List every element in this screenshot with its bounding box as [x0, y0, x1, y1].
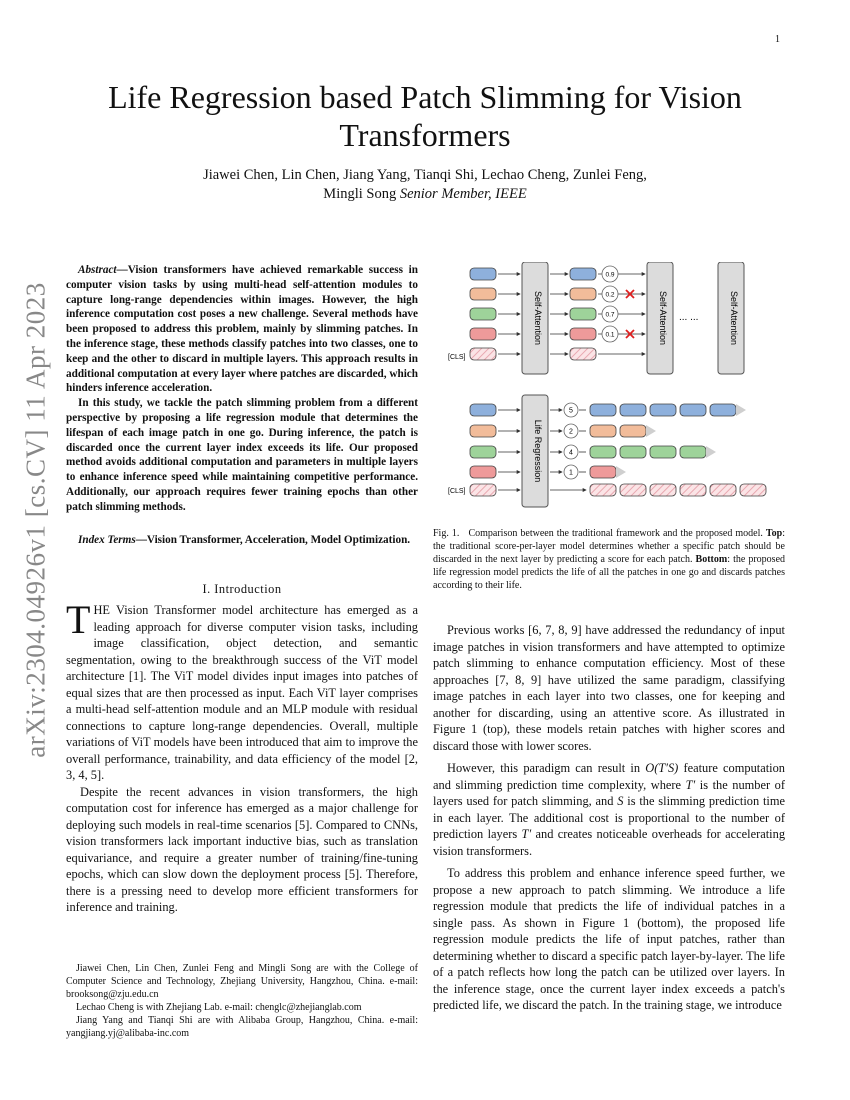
- chain-end-arrow: [646, 425, 656, 437]
- bottom-cls-patch: [470, 484, 496, 496]
- footnote-1: Jiawei Chen, Lin Chen, Zunlei Feng and Mingli Song are with the College of Computer Science and Technology, Zhejiang University, Hangzhou, China. e-mail: brooksong@zju.edu.cn: [66, 963, 418, 1000]
- right-paragraph-1: Previous works [6, 7, 8, 9] have addressed the redundancy of input image patches in vision transformers and have attempted to optimize patch slimming to enhance computation efficiency. Most of these approaches [7, 8, 9] have utilized the same paradigm, classifying image patches in each layer into two classes, one for keeping and another for discarding, using an attentive score. As illustrated in Figure 1 (top), these models retain patches with higher scores and discard those with lower scores.: [433, 623, 785, 753]
- intro-paragraph-2: Despite the recent advances in vision transformers, the high computation cost for inference has emerged as a major challenge for deploying such models in real-time scenarios [5]. Compared to CNNs, vision transformers lack important inductive bias, such as translation equivariance, and require a greater number of training/fine-tuning epochs, which can slow down the deployment process [5]. Therefore, there is a pressing need to develop more efficient transformers for inference and training.: [66, 784, 418, 914]
- top-output-patch: [570, 348, 596, 360]
- footnotes: [66, 962, 418, 1040]
- arxiv-stamp: [8, 270, 64, 770]
- chain-end-arrow: [616, 466, 626, 478]
- bottom-input-patch: [470, 404, 496, 416]
- caption-intro: Comparison between the traditional framework and the proposed model.: [468, 528, 763, 539]
- caption-top-text: : the traditional score-per-layer model determines whether a specific patch should be discarded in the next layer by predicting a score for each patch.: [433, 528, 786, 565]
- figure-1: [440, 262, 790, 512]
- right-column-body: [433, 622, 785, 1020]
- author-role: Senior Member, IEEE: [399, 186, 527, 202]
- life-chain-patch: [590, 466, 616, 478]
- footnote-2: Lechao Cheng is with Zhejiang Lab. e-mail: chenglc@zhejianglab.com: [76, 1002, 362, 1013]
- life-value: 1: [569, 469, 573, 477]
- page-number: 1: [775, 34, 780, 45]
- cls-label-top: [CLS]: [448, 354, 466, 361]
- top-input-patch: [470, 268, 496, 280]
- authors-line-1: Jiawei Chen, Lin Chen, Jiang Yang, Tianqi Shi, Lechao Cheng, Zunlei Feng,: [203, 167, 647, 183]
- top-output-patch: [570, 308, 596, 320]
- cls-chain-patch: [620, 484, 646, 496]
- rp2-e: and creates noticeable overheads for accelerating vision transformers.: [433, 827, 786, 858]
- life-chain-patch: [650, 446, 676, 458]
- cls-chain-patch: [710, 484, 736, 496]
- authors-line-2: [60, 185, 790, 204]
- self-attention-label-2: Self-Attention: [658, 290, 668, 346]
- life-chain-patch: [590, 425, 616, 437]
- rp2-b: feature computation and slimming prediction time complexity, where: [433, 761, 785, 792]
- score-value: 0.1: [605, 331, 615, 339]
- drop-cap: T: [66, 597, 91, 642]
- arxiv-id: arXiv:2304.04926v1 [cs.CV] 11 Apr 2023: [20, 282, 51, 758]
- intro-paragraph-1: [66, 597, 418, 784]
- chain-end-arrow: [706, 446, 716, 458]
- right-paragraph-2: [433, 760, 785, 859]
- math-complexity: O(T′S): [645, 761, 679, 775]
- figure-caption: [433, 527, 785, 592]
- right-paragraph-3: To address this problem and enhance inference speed further, we propose a new approach to patch slimming. We introduce a life regression module that predicts the life of individual patches in a single pass. As shown in Figure 1 (bottom), the proposed life regression module predicts the life of input patches, rather than determining whether to discard a specific patch layer-by-layer. The life of a patch reflects how long the patch can be utilized over layers. In the inference stage, once the current layer index exceeds a patch's predicted life, we discard the patch. In the training stage, we introduce: [433, 866, 785, 1012]
- score-value: 0.7: [605, 311, 615, 319]
- self-attention-label-1: Self-Attention: [533, 290, 543, 346]
- abstract-text-1: —Vision transformers have achieved remarkable success in computer vision tasks by using multi-head self-attention modules to capture long-range dependencies within images. However, the high inference computation cost poses a new challenge. Several methods have been proposed to address this problem, mainly by slimming patches. In the inference stage, these methods classify patches into two classes, one to keep and the other to discard in multiple layers. This approach results in additional computation at every layer where patches are discarded, which hinders inference acceleration.: [66, 264, 418, 395]
- caption-bottom-text: : the proposed life regression model predicts the life of all the patches in one go and discards patches according to their life.: [433, 554, 786, 591]
- math-s: S: [617, 794, 624, 808]
- footnote-3: Jiang Yang and Tianqi Shi are with Alibaba Group, Hangzhou, China. e-mail: yangjiang.yj@alibaba-inc.com: [66, 1015, 418, 1039]
- rp2-a: However, this paradigm can result in: [447, 761, 646, 775]
- bottom-input-patch: [470, 425, 496, 437]
- life-chain-patch: [590, 446, 616, 458]
- abstract-paragraph-1: [66, 263, 418, 396]
- cls-chain-patch: [590, 484, 616, 496]
- life-chain-patch: [620, 446, 646, 458]
- self-attention-label-3: Self-Attention: [729, 290, 739, 346]
- author-list: [60, 166, 790, 204]
- score-value: 0.2: [605, 291, 615, 299]
- bottom-input-patch: [470, 446, 496, 458]
- life-regression-label: Life Regression: [533, 419, 543, 483]
- top-cls-patch: [470, 348, 496, 360]
- life-value: 5: [569, 407, 573, 415]
- math-t-prime: T′: [685, 777, 696, 792]
- life-chain-patch: [680, 404, 706, 416]
- cls-chain-patch: [650, 484, 676, 496]
- ellipsis: ... ...: [679, 312, 699, 323]
- life-value: 2: [569, 428, 573, 436]
- cls-chain-patch: [740, 484, 766, 496]
- index-terms: [66, 533, 418, 548]
- life-value: 4: [569, 449, 573, 457]
- abstract: [66, 263, 418, 515]
- caption-bottom-label: Bottom: [695, 554, 728, 565]
- introduction-body: [66, 597, 418, 916]
- abstract-label: Abstract: [78, 264, 117, 276]
- life-chain-patch: [620, 425, 646, 437]
- math-t-prime-2: T′: [521, 827, 532, 841]
- life-chain-patch: [710, 404, 736, 416]
- paper-title: Life Regression based Patch Slimming for Vision Transformers: [108, 79, 742, 153]
- top-output-patch: [570, 328, 596, 340]
- top-input-patch: [470, 328, 496, 340]
- life-chain-patch: [590, 404, 616, 416]
- index-terms-text: —Vision Transformer, Acceleration, Model Optimization.: [135, 534, 411, 546]
- top-panel: [448, 262, 744, 374]
- top-output-patch: [570, 288, 596, 300]
- life-chain-patch: [620, 404, 646, 416]
- index-terms-label: Index Terms: [78, 534, 136, 546]
- life-chain-patch: [680, 446, 706, 458]
- cls-chain-patch: [680, 484, 706, 496]
- chain-end-arrow: [736, 404, 746, 416]
- section-heading: I. Introduction: [202, 582, 282, 596]
- author-name: Mingli Song: [323, 186, 397, 202]
- abstract-paragraph-2: In this study, we tackle the patch slimming problem from a different perspective by proposing a life regression module that determines the lifespan of each image patch in one go. During inference, the patch is discarded once the current layer index exceeds its life. Our proposed method avoids additional computation and parameters in multiple layers to enhance inference speed while maintaining competitive performance. Additionally, our approach requires fewer training epochs than other patch slimming methods.: [66, 397, 418, 513]
- rp2-c: is the number of layers used for patch slimming, and: [433, 777, 785, 808]
- rp2-d: is the slimming prediction time in each layer. The additional cost is proportional to the number of prediction layers: [433, 794, 786, 841]
- life-chain-patch: [650, 404, 676, 416]
- top-output-patch: [570, 268, 596, 280]
- caption-label: Fig. 1.: [433, 528, 460, 539]
- caption-top-label: Top: [765, 528, 783, 539]
- cls-label-bottom: [CLS]: [448, 488, 466, 495]
- top-input-patch: [470, 308, 496, 320]
- intro-text-1: HE Vision Transformer model architecture has emerged as a leading approach for diverse computer vision tasks, including image classification, object detection, and semantic segmentation, owing to the breakthrough success of the ViT model architecture [1]. The ViT model divides input images into patches of equal sizes that are then processed as input. Each ViT layer comprises a multi-head self-attention module and an MLP module with residual connections to capture long-range dependencies. Overall, multiple variations of ViT models have been introduced that aim to improve the overall performance, trainability, and data efficiency of the model [2, 3, 4, 5].: [66, 603, 418, 782]
- bottom-input-patch: [470, 466, 496, 478]
- top-input-patch: [470, 288, 496, 300]
- bottom-panel: [448, 395, 766, 507]
- score-value: 0.9: [605, 271, 615, 279]
